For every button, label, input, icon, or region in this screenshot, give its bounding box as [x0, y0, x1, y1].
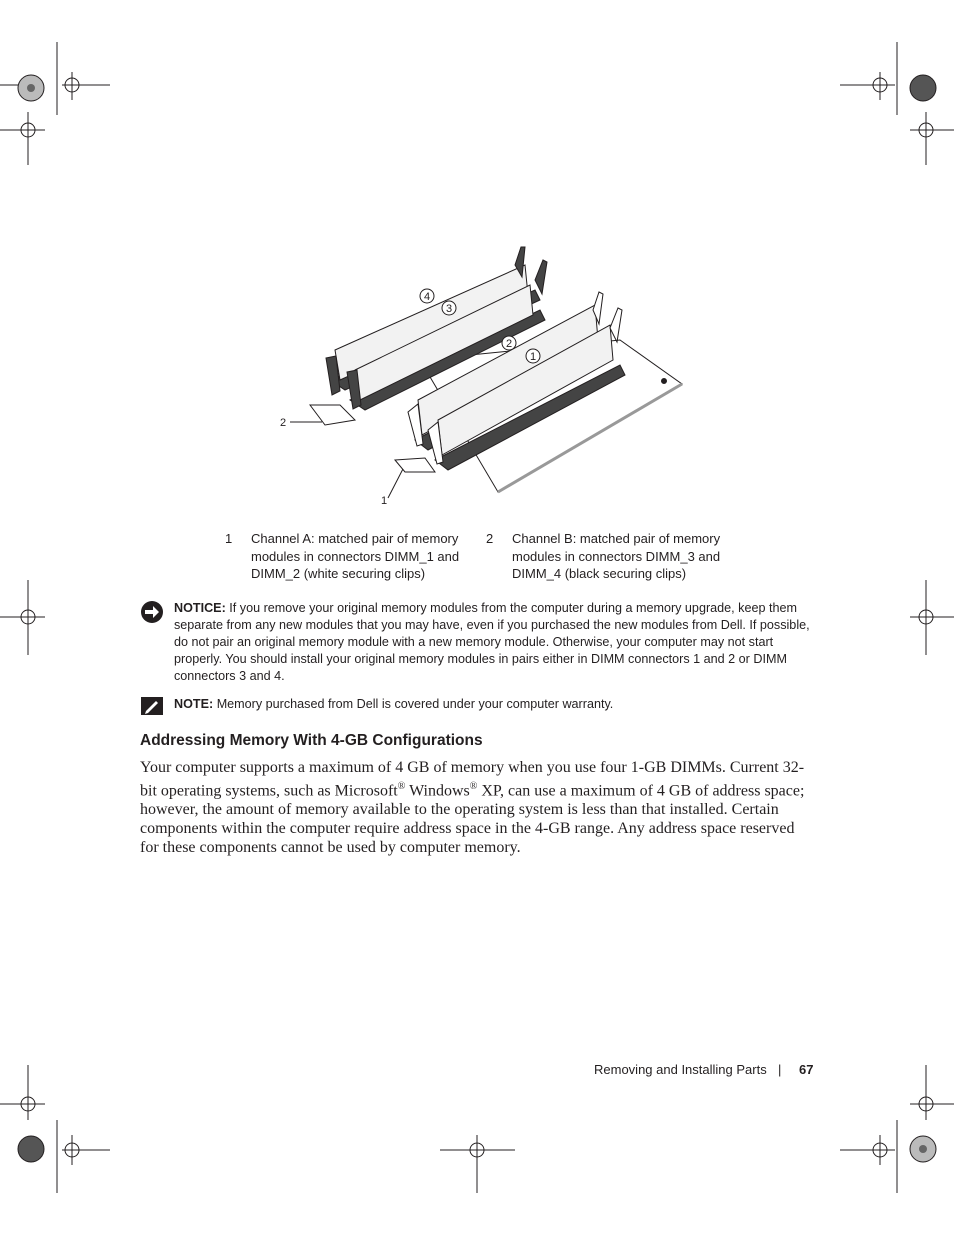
footer-separator: | [778, 1062, 782, 1077]
callout-4: 4 [423, 291, 431, 303]
notice-arrow-icon [140, 600, 164, 624]
notice-label: NOTICE: [174, 601, 226, 615]
callout-2: 2 [505, 338, 513, 350]
note-text: Memory purchased from Dell is covered under your computer warranty. [216, 697, 614, 711]
legend-text: Channel B: matched pair of memory modules in connectors DIMM_3 and DIMM_4 (black securing clips) [512, 531, 721, 581]
callout-3: 3 [445, 303, 453, 315]
note-pencil-icon [140, 696, 164, 716]
legend-text: Channel A: matched pair of memory modules in connectors DIMM_1 and DIMM_2 (white securing clips) [251, 531, 460, 581]
paragraph-text-2: Windows [405, 782, 470, 800]
leader-label-1: 1 [380, 495, 388, 507]
paragraph-text-3: XP, can use a maximum of 4 GB of address space; however, the amount of memory available to the operating system is less than that installed. Certain components within the computer require address space in the 4-GB range. Any address space reserved for these components cannot be used by computer memory. [140, 782, 805, 857]
notice-text: If you remove your original memory modules from the computer during a memory upgrade, keep them separate from any new modules that you may have, even if you purchased the new modules from Dell. If possible, do not pair an original memory module with a new memory module. Otherwise, your computer may not start properly. You should install your original memory modules in pairs either in DIMM connectors 1 and 2 or DIMM connectors 3 and 4. [174, 601, 810, 683]
memory-modules-illustration [270, 240, 690, 510]
legend-number: 1 [225, 531, 233, 546]
paragraph-text-1: Your computer supports a maximum of 4 GB of memory when you use four 1-GB DIMMs. Current 32-bit operating systems, such as Microsoft [140, 759, 805, 800]
body-paragraph [140, 758, 810, 857]
note-callout [140, 696, 820, 713]
notice-callout [140, 600, 820, 685]
footer-section-title: Removing and Installing Parts [594, 1062, 767, 1077]
leader-label-2: 2 [279, 417, 287, 429]
callout-1: 1 [529, 351, 537, 363]
legend-number: 2 [486, 531, 494, 546]
page-number: 67 [799, 1062, 814, 1077]
registered-mark: ® [397, 781, 406, 792]
section-heading: Addressing Memory With 4-GB Configurations [140, 732, 483, 749]
registered-mark: ® [469, 781, 478, 792]
note-label: NOTE: [174, 697, 214, 711]
